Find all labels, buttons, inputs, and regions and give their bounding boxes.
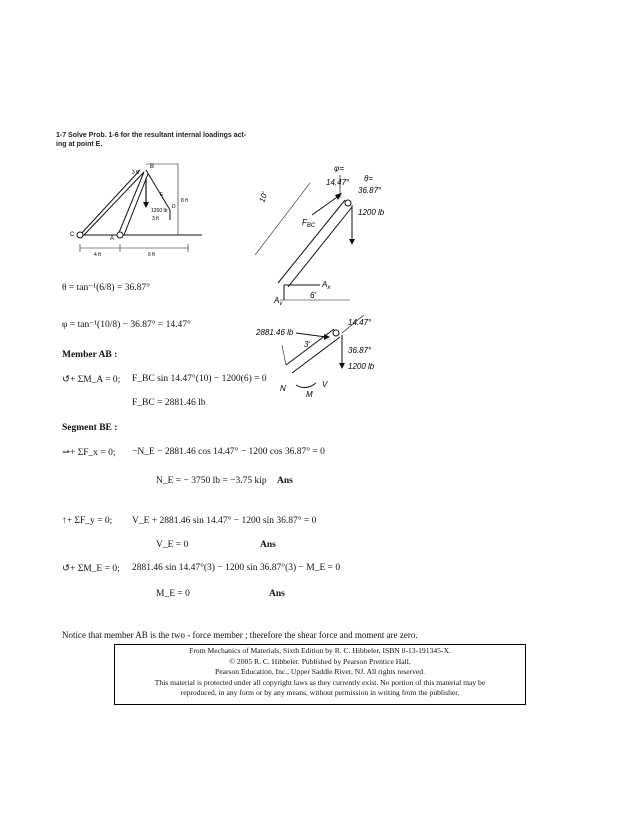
- fbc-result: F_BC = 2881.46 lb: [132, 398, 206, 408]
- phi-equation: φ = tan⁻¹(10/8) − 36.87° = 14.47°: [62, 320, 191, 330]
- dim-6: 6': [310, 291, 316, 300]
- copyright-box: [114, 644, 526, 705]
- load-1200-b: 1200 lb: [348, 362, 375, 371]
- label-4ft: 4 ft: [94, 252, 101, 258]
- sum-fy-label: ↑+ ΣF_y = 0;: [62, 516, 113, 526]
- label-1200lb: 1200 lb: [151, 208, 168, 214]
- copyright-line-1: From Mechanics of Materials, Sixth Edition by R. C. Hibbeler, ISBN 0-13-191345-X.: [189, 646, 451, 655]
- structure-figure: [60, 160, 210, 260]
- copyright-line-5: reproduced, in any form or by any means, without permission in writing from the publisher.: [180, 688, 460, 698]
- me-label: M: [306, 390, 313, 399]
- fbc-label: $F_{BC}$: [302, 218, 316, 229]
- copyright-line-3: Pearson Education, Inc., Upper Saddle River, NJ. All rights reserved.: [215, 667, 425, 677]
- sum-fx-label: ⇀+ ΣF_x = 0;: [62, 448, 116, 458]
- moment-arc: [296, 383, 316, 388]
- fbd-segment-be: [256, 305, 376, 405]
- ay-label: $A_y$: [274, 296, 283, 305]
- label-b: B: [150, 164, 155, 170]
- load-1200: 1200 lb: [358, 208, 385, 217]
- sum-me-label: ↺+ ΣM_E = 0;: [62, 564, 120, 574]
- sum-fy-equation: V_E + 2881.46 sin 14.47° − 1200 sin 36.87° = 0: [132, 516, 317, 526]
- copyright-line-4: This material is protected under all copyright laws as they currently exist. No portion of this material may be: [154, 677, 486, 687]
- problem-line-1: 1-7 Solve Prob. 1-6 for the resultant internal loadings act-: [56, 132, 247, 139]
- force-2881-arrow: [296, 333, 326, 337]
- angle-1447: 14.47°: [326, 178, 350, 187]
- ve-result: V_E = 0: [156, 540, 189, 550]
- me-result: M_E = 0: [156, 589, 190, 599]
- angle-3687: 36.87°: [358, 186, 382, 195]
- label-a: A: [110, 236, 115, 242]
- ans-ne: Ans: [277, 476, 293, 486]
- ans-ve: Ans: [260, 540, 276, 550]
- label-e: E: [160, 192, 164, 198]
- copyright-line-2: © 2005 R. C. Hibbeler. Published by Pearson Prentice Hall,: [229, 656, 411, 666]
- angle-1447-b: 14.47°: [348, 318, 372, 327]
- label-c: C: [70, 232, 75, 238]
- dim-10: 10': [257, 190, 270, 204]
- dim-3: 3': [304, 340, 310, 349]
- member-ab: [118, 172, 144, 235]
- label-3ft-top: 3 ft: [132, 170, 139, 176]
- member-ab-heading: Member AB :: [62, 350, 118, 360]
- sum-ma-label: ↺+ ΣM_A = 0;: [62, 375, 121, 385]
- ax-label: $A_x$: [322, 280, 331, 291]
- member-bd: [146, 170, 170, 210]
- ne-label: N: [280, 384, 286, 393]
- ne-result: N_E = − 3750 lb = −3.75 kip: [156, 476, 267, 486]
- fbd-member-ab: [250, 155, 390, 305]
- two-force-note: Notice that member AB is the two - force member ; therefore the shear force and moment are zero.: [62, 630, 418, 640]
- member-ab-line: [278, 200, 345, 283]
- theta-equation: θ = tan⁻¹(6/8) = 36.87°: [62, 283, 150, 293]
- angle-3687-b: 36.87°: [348, 346, 372, 355]
- segment-be-heading: Segment BE :: [62, 423, 118, 433]
- angle-theta: θ=: [364, 174, 374, 183]
- angle-phi: φ=: [334, 164, 344, 173]
- ve-label: V: [322, 380, 328, 389]
- sum-fx-equation: −N_E − 2881.46 cos 14.47° − 1200 cos 36.87° = 0: [132, 447, 325, 457]
- problem-line-2: ing at point E.: [56, 141, 103, 148]
- label-8ft: 8 ft: [181, 198, 188, 204]
- ans-me: Ans: [269, 589, 285, 599]
- sum-ma-equation: F_BC sin 14.47°(10) − 1200(6) = 0: [132, 374, 267, 384]
- sum-me-equation: 2881.46 sin 14.47°(3) − 1200 sin 36.87°(3) − M_E = 0: [132, 563, 341, 573]
- force-2881: 2881.46 lb: [256, 328, 294, 337]
- label-d: D: [172, 204, 176, 210]
- label-3ft-mid: 3 ft: [152, 216, 159, 222]
- problem-statement: [56, 131, 256, 149]
- label-6ft: 6 ft: [148, 252, 155, 258]
